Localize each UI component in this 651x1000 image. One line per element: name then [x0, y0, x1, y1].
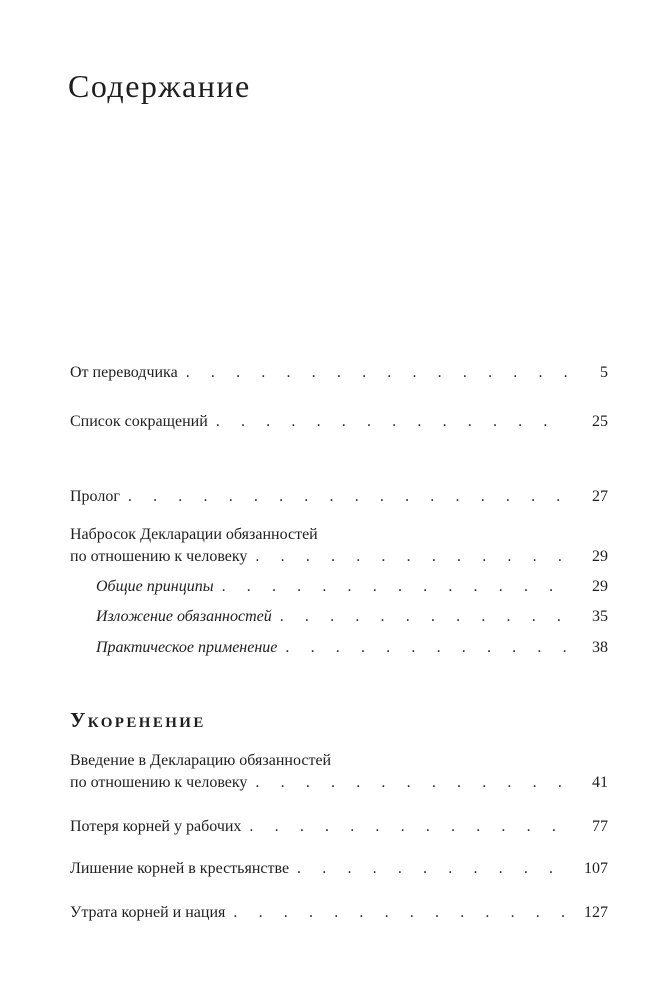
toc-entry-title: Общие принципы: [96, 578, 214, 595]
toc-entry-title: Утрата корней и нация: [70, 904, 226, 921]
toc-page-number: 29: [592, 548, 608, 565]
toc-subentry-general-principles[interactable]: [96, 576, 608, 598]
toc-page-number: 29: [592, 578, 608, 595]
toc-entry-prologue[interactable]: [70, 486, 608, 508]
toc-entry-title: Лишение корней в крестьянстве: [70, 860, 290, 877]
toc-entry-declaration-draft[interactable]: [70, 524, 608, 568]
toc-entry-title: Практическое применение: [96, 639, 278, 656]
toc-page-number: 35: [592, 608, 608, 625]
toc-entry-title-line2: по отношению к человеку: [70, 774, 248, 791]
leader-dots: [216, 411, 568, 433]
toc-entry-title-line1: Набросок Декларации обязанностей: [70, 526, 318, 543]
toc-entry-title-line1: Введение в Декларацию обязанностей: [70, 752, 332, 769]
leader-dots: [255, 546, 568, 568]
leader-dots: [285, 637, 568, 659]
toc-page-number: 77: [592, 818, 608, 835]
toc-page-number: 127: [584, 904, 608, 921]
toc-page-number: 25: [592, 413, 608, 430]
toc-entry-peasantry-uprooting[interactable]: [70, 858, 608, 880]
page-title: Содержание: [68, 68, 251, 104]
toc-entry-translator[interactable]: [70, 362, 608, 384]
toc-entry-title-line2: по отношению к человеку: [70, 548, 248, 565]
toc-page-number: 38: [592, 639, 608, 656]
toc-entry-title: Потеря корней у рабочих: [70, 818, 242, 835]
leader-dots: [255, 772, 568, 794]
toc-entry-nation-uprooting[interactable]: [70, 902, 608, 924]
leader-dots: [128, 486, 568, 508]
leader-dots: [222, 576, 568, 598]
toc-entry-title: Пролог: [70, 488, 120, 505]
section-title: Укоренение: [70, 708, 206, 732]
toc-subentry-practical-application[interactable]: [96, 637, 608, 659]
toc-entry-title: Изложение обязанностей: [96, 608, 272, 625]
leader-dots: [297, 858, 568, 880]
leader-dots: [249, 816, 568, 838]
toc-entry-abbreviations[interactable]: [70, 411, 608, 433]
leader-dots: [186, 362, 568, 384]
toc-entry-workers-uprooting[interactable]: [70, 816, 608, 838]
leader-dots: [233, 902, 568, 924]
toc-page-number: 107: [584, 860, 608, 877]
toc-entry-title: Список сокращений: [70, 413, 208, 430]
toc-entry-title: От переводчика: [70, 364, 178, 381]
leader-dots: [280, 606, 568, 628]
toc-page-number: 27: [592, 488, 608, 505]
toc-page-number: 5: [600, 364, 608, 381]
toc-entry-introduction-declaration[interactable]: [70, 750, 608, 794]
toc-page-number: 41: [592, 774, 608, 791]
toc-subentry-statement-of-obligations[interactable]: [96, 606, 608, 628]
